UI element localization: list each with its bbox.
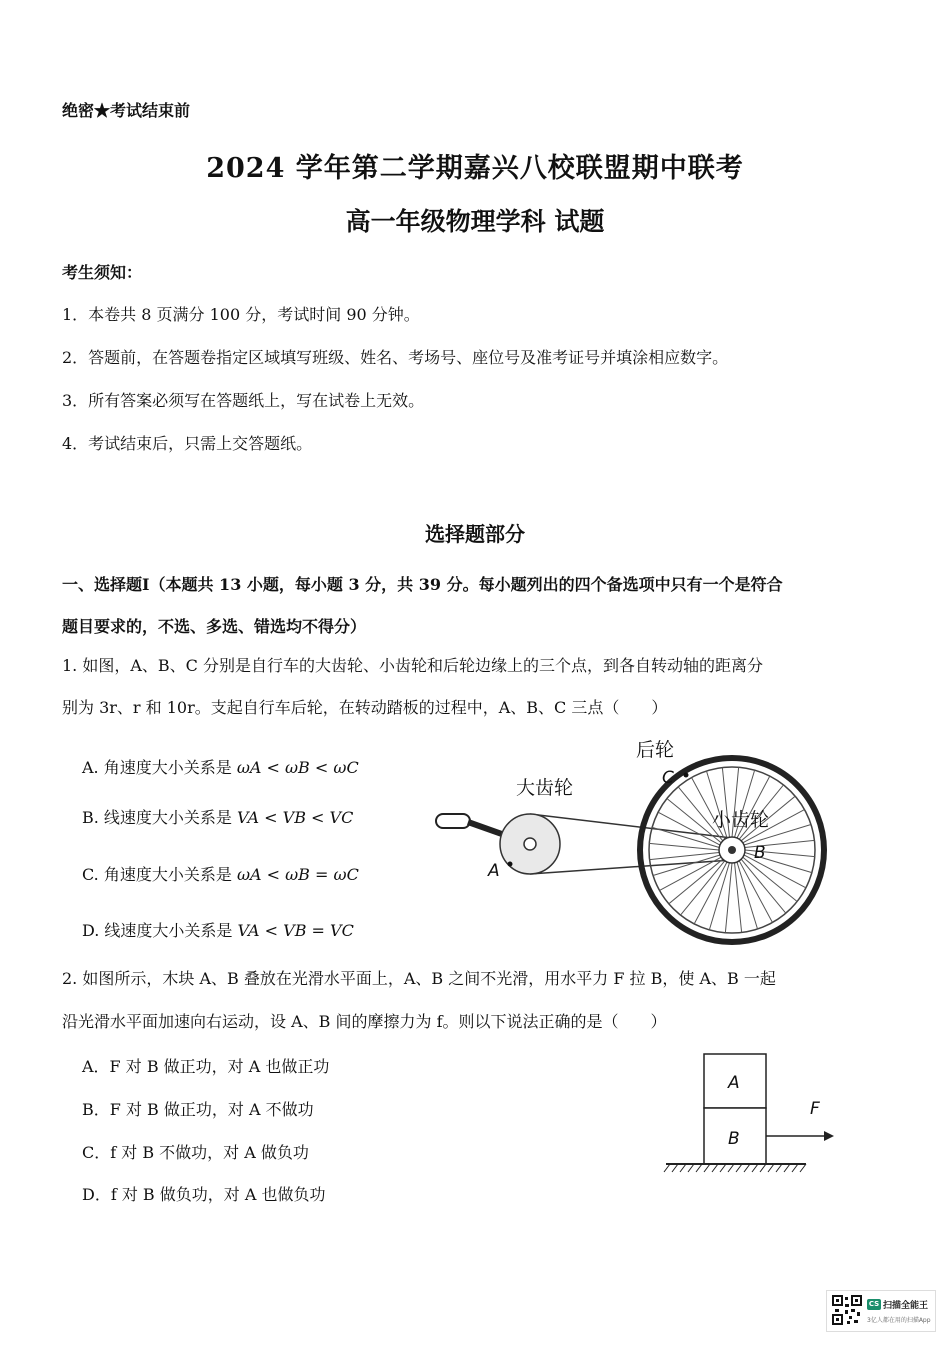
notice-item-4: 4．考试结束后，只需上交答题纸。 [62, 434, 313, 453]
big-gear-label: 大齿轮 [516, 777, 574, 799]
q1-option-d [82, 918, 354, 941]
q1-option-d-label: D. 线速度大小关系是 [82, 921, 233, 940]
q1-option-b-formula: VA < VB < VC [237, 808, 354, 827]
scanner-app-name: 扫描全能王 [883, 1301, 929, 1311]
point-b-label: B [754, 843, 766, 863]
q1-option-a-label: A. 角速度大小关系是 [82, 758, 232, 777]
q1-option-b-label: B. 线速度大小关系是 [82, 808, 232, 827]
exam-subtitle: 高一年级物理学科 试题 [345, 207, 605, 236]
force-label: F [810, 1099, 820, 1119]
confidential-label: 绝密★考试结束前 [62, 101, 191, 120]
part1-instructions-line1: 一、选择题Ⅰ（本题共 13 小题，每小题 3 分，共 39 分。每小题列出的四个备选项中只有一个是符合 [62, 575, 783, 594]
point-a-dot [508, 862, 513, 867]
exam-title: 2024 学年第二学期嘉兴八校联盟期中联考 [206, 153, 744, 184]
notice-item-2: 2．答题前，在答题卷指定区域填写班级、姓名、考场号、座位号及准考证号并填涂相应数字。 [62, 348, 729, 367]
q1-stem-line1: 1. 如图，A、B、C 分别是自行车的大齿轮、小齿轮和后轮边缘上的三个点，到各自转动轴的距离分 [62, 656, 763, 675]
pedal [436, 814, 470, 828]
point-c-label: C [662, 768, 674, 788]
notice-heading: 考生须知： [62, 263, 143, 282]
notice-item-1: 1．本卷共 8 页满分 100 分，考试时间 90 分钟。 [62, 305, 420, 324]
q2-stem-line1: 2. 如图所示，木块 A、B 叠放在光滑水平面上，A、B 之间不光滑，用水平力 F 拉 B，使 A、B 一起 [62, 969, 776, 988]
q2-option-b: B．F 对 B 做正功，对 A 不做功 [82, 1100, 314, 1119]
q1-option-d-formula: VA < VB = VC [237, 921, 354, 940]
bicycle-gear-diagram [430, 730, 840, 950]
q2-option-d: D．f 对 B 做负功，对 A 也做负功 [82, 1185, 326, 1204]
scanner-badge: CS [868, 1300, 880, 1308]
small-gear-axle [728, 846, 736, 854]
small-gear-label: 小齿轮 [712, 809, 770, 831]
part1-instructions-line2: 题目要求的，不选、多选、错选均不得分） [62, 617, 367, 636]
chain-top [530, 814, 732, 838]
rear-wheel-label: 后轮 [636, 739, 675, 761]
point-c-dot [684, 773, 689, 778]
chain-bottom [530, 860, 732, 874]
q1-option-c [82, 862, 359, 885]
point-a-label: A [488, 861, 500, 881]
q2-option-a: A．F 对 B 做正功，对 A 也做正功 [82, 1057, 330, 1076]
notice-item-3: 3．所有答案必须写在答题纸上，写在试卷上无效。 [62, 391, 425, 410]
q2-option-c: C．f 对 B 不做功，对 A 做负功 [82, 1143, 309, 1162]
block-a-label: A [728, 1073, 740, 1093]
scanner-tagline: 3亿人都在用的扫描App [867, 1317, 931, 1324]
qr-code-icon [832, 1295, 862, 1325]
q2-stem-line2: 沿光滑水平面加速向右运动，设 A、B 间的摩擦力为 f。则以下说法正确的是（ ） [62, 1012, 667, 1031]
blocks-diagram [660, 1050, 840, 1180]
q1-option-a [82, 755, 359, 778]
big-gear-axle [524, 838, 536, 850]
ground-hatching [664, 1164, 806, 1172]
q1-option-c-formula: ωA < ωB = ωC [236, 865, 359, 884]
section-title: 选择题部分 [425, 522, 525, 546]
q1-stem-line2: 别为 3r、r 和 10r。支起自行车后轮，在转动踏板的过程中，A、B、C 三点（ ） [62, 698, 668, 717]
scanner-watermark [826, 1290, 936, 1332]
force-arrow-head [824, 1131, 834, 1141]
block-b-label: B [728, 1129, 740, 1149]
q1-option-a-formula: ωA < ωB < ωC [236, 758, 359, 777]
q1-option-c-label: C. 角速度大小关系是 [82, 865, 232, 884]
q1-option-b [82, 805, 353, 828]
